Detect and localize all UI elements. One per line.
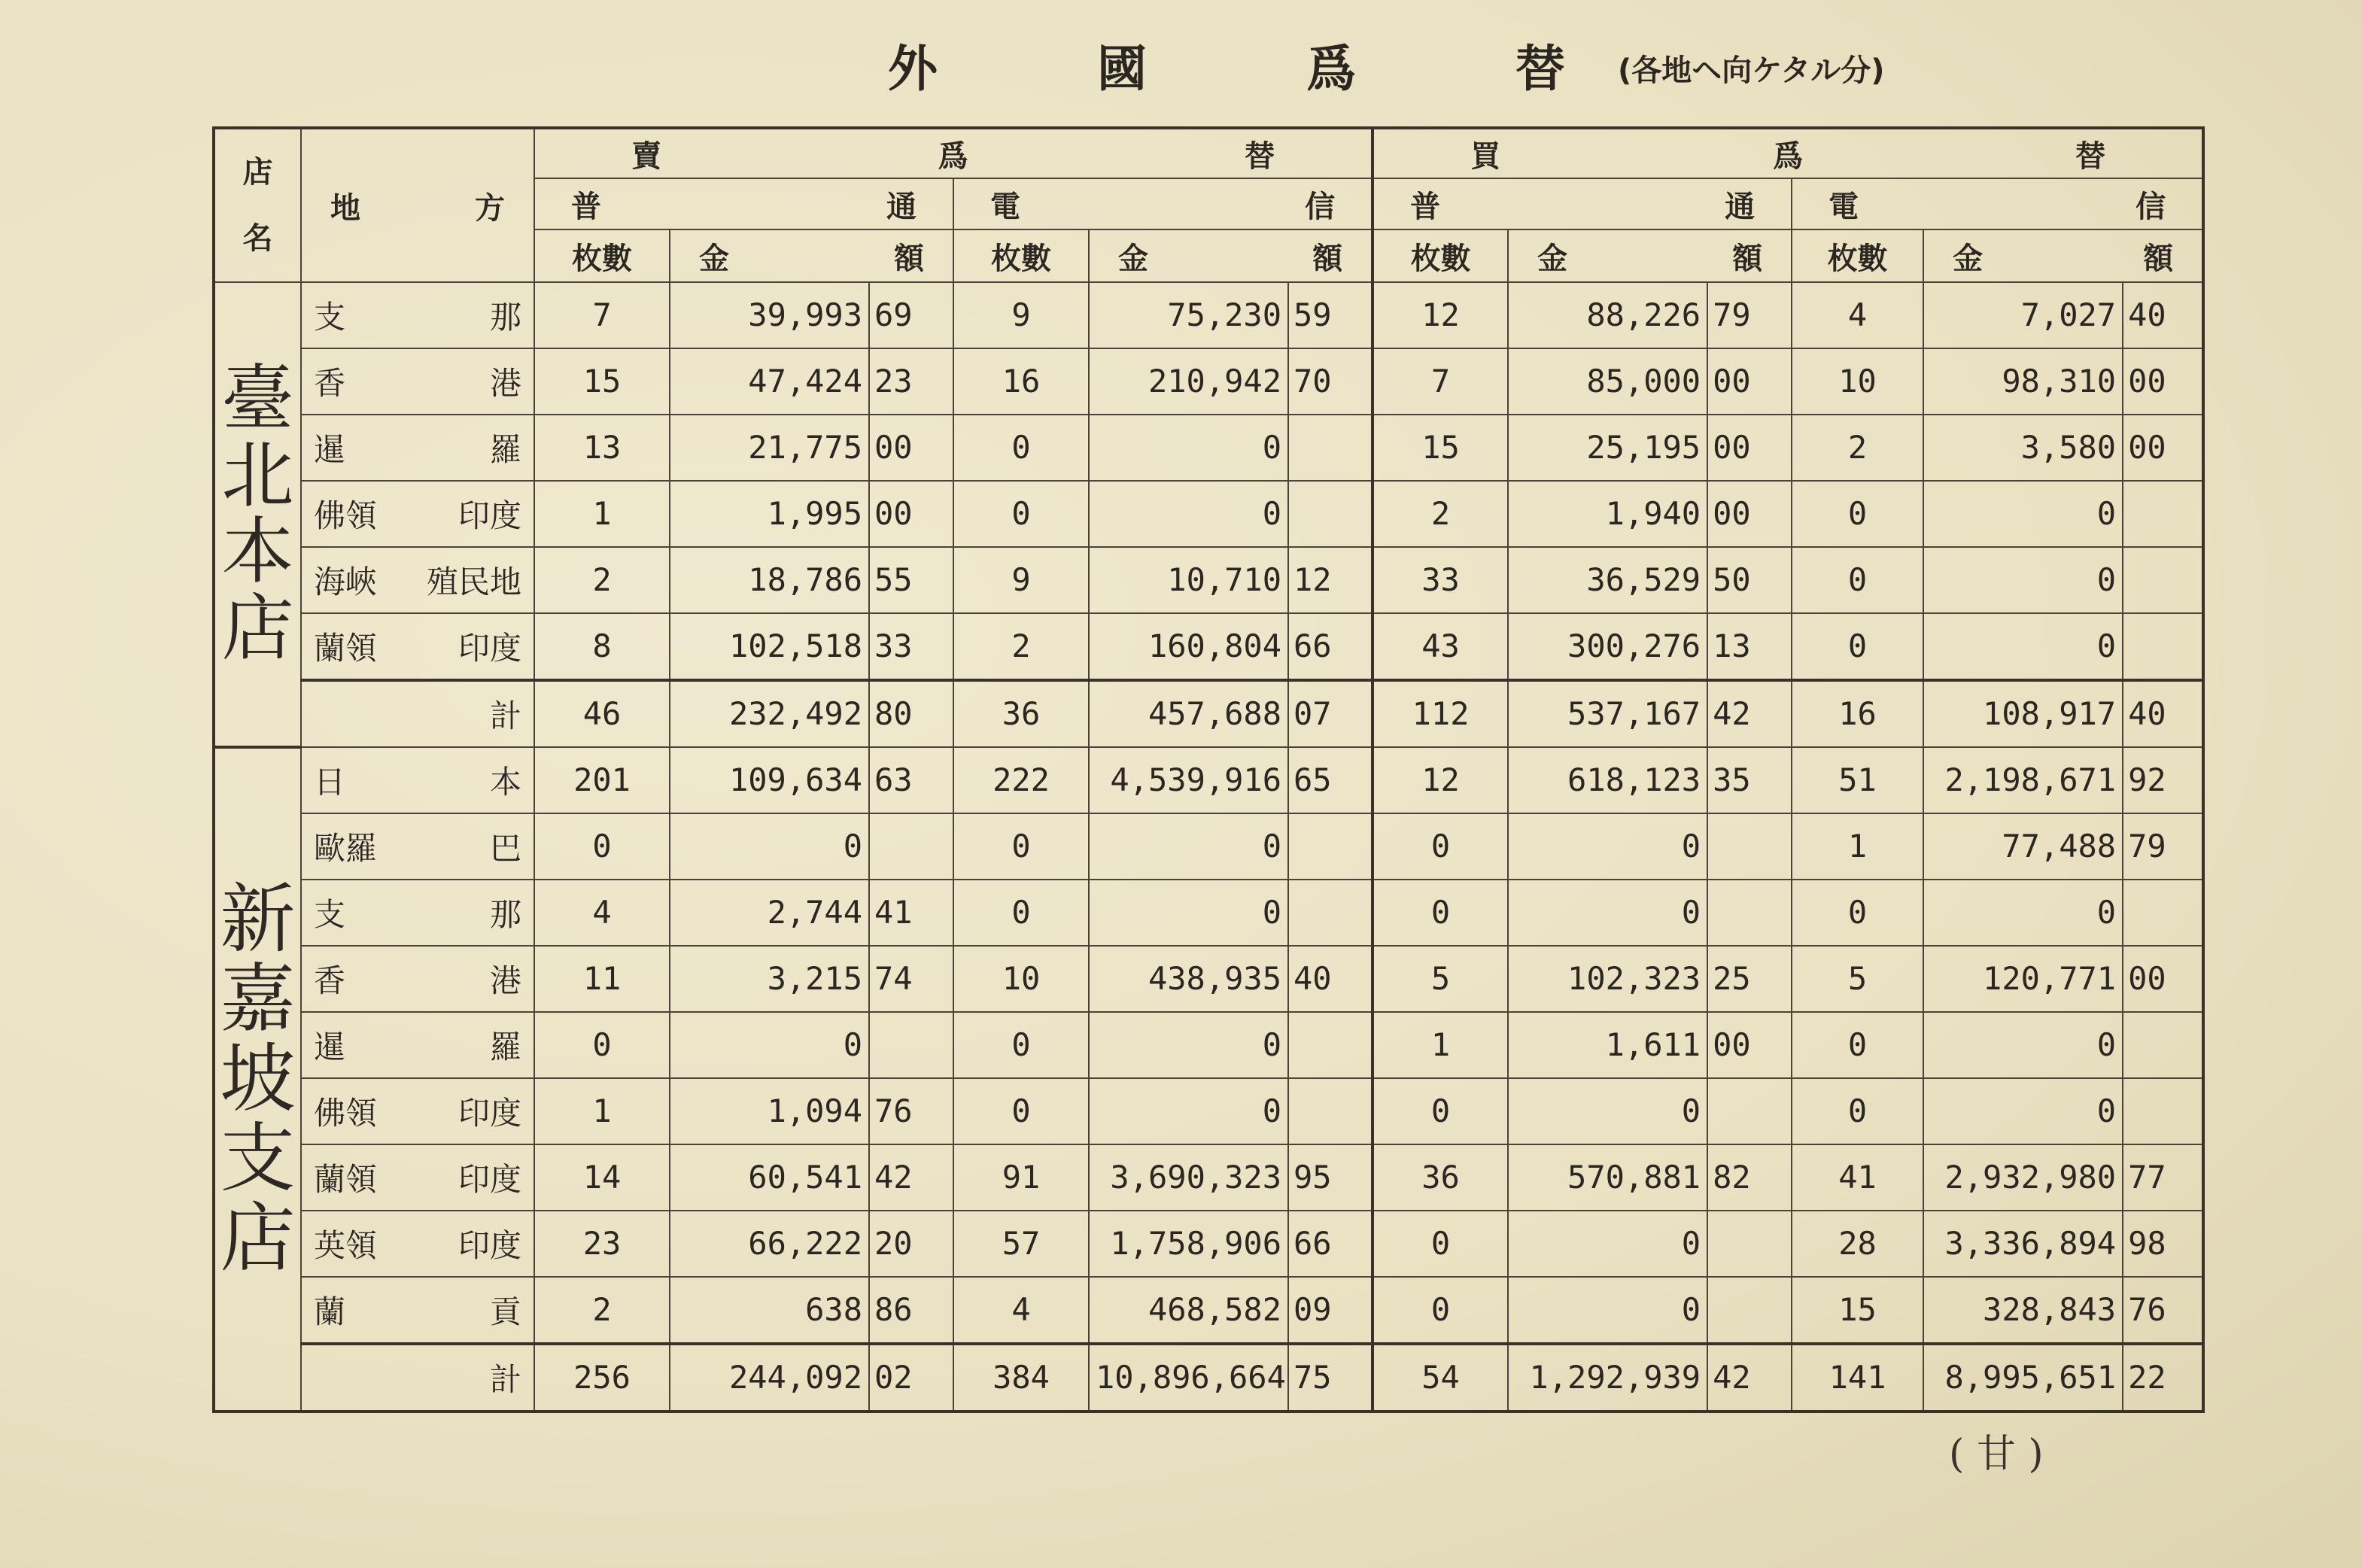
buy-telegraph-sen: 40: [2123, 680, 2203, 747]
sell-telegraph-sen: 66: [1288, 1211, 1373, 1277]
count-header: 枚數: [953, 229, 1089, 282]
table-row: [214, 547, 2203, 613]
sell-telegraph-sen: 66: [1288, 613, 1373, 680]
buy-ordinary-yen: 102,323: [1508, 946, 1707, 1012]
sell-ordinary-sen: 86: [869, 1277, 953, 1344]
sell-ordinary-sen: 69: [869, 282, 953, 348]
buy-ordinary-sen: 35: [1707, 747, 1792, 813]
sell-ordinary-sen: 00: [869, 481, 953, 547]
buy-ordinary-yen: 1,611: [1508, 1012, 1707, 1078]
buy-telegraph-sen: 79: [2123, 813, 2203, 880]
sell-telegraph-count: 222: [953, 747, 1089, 813]
buy-ordinary-sen: [1707, 1211, 1792, 1277]
buy-ordinary-count: 112: [1373, 680, 1508, 747]
buy-ordinary-yen: 0: [1508, 1211, 1707, 1277]
sell-telegraph-count: 91: [953, 1144, 1089, 1211]
sell-ordinary-yen: 2,744: [670, 880, 869, 946]
region-name: 香 港: [301, 946, 534, 1012]
sell-ordinary-yen: 0: [670, 813, 869, 880]
buy-telegraph-count: 41: [1792, 1144, 1923, 1211]
sell-telegraph-count: 16: [953, 348, 1089, 415]
sell-telegraph-yen: 0: [1089, 415, 1288, 481]
sell-telegraph-yen: 438,935: [1089, 946, 1288, 1012]
buy-ordinary-sen: 82: [1707, 1144, 1792, 1211]
buy-telegraph-yen: 108,917: [1923, 680, 2123, 747]
buy-telegraph-count: 141: [1792, 1344, 1923, 1412]
sell-telegraph-yen: 3,690,323: [1089, 1144, 1288, 1211]
sell-telegraph-yen: 4,539,916: [1089, 747, 1288, 813]
table-row: [214, 1078, 2203, 1144]
buy-telegraph-sen: [2123, 880, 2203, 946]
buy-telegraph-yen: 98,310: [1923, 348, 2123, 415]
buy-telegraph-yen: 120,771: [1923, 946, 2123, 1012]
sell-telegraph-sen: [1288, 1012, 1373, 1078]
buy-telegraph-yen: 0: [1923, 613, 2123, 680]
count-header: 枚數: [1373, 229, 1508, 282]
buy-telegraph-count: 0: [1792, 880, 1923, 946]
sell-telegraph-yen: 457,688: [1089, 680, 1288, 747]
table-row: [214, 1144, 2203, 1211]
sell-telegraph-count: 36: [953, 680, 1089, 747]
sell-telegraph-count: 0: [953, 813, 1089, 880]
buy-ordinary-yen: 36,529: [1508, 547, 1707, 613]
exchange-ledger-table: [212, 126, 2205, 1413]
buy-telegraph-count: 10: [1792, 348, 1923, 415]
buy-ordinary-sen: [1707, 813, 1792, 880]
buy-ordinary-count: 5: [1373, 946, 1508, 1012]
sell-telegraph-sen: 07: [1288, 680, 1373, 747]
sell-telegraph-count: 384: [953, 1344, 1089, 1412]
buy-ordinary-count: 0: [1373, 1211, 1508, 1277]
buy-telegraph-yen: 3,336,894: [1923, 1211, 2123, 1277]
buy-telegraph-count: 0: [1792, 1012, 1923, 1078]
buy-ordinary-sen: [1707, 1078, 1792, 1144]
store-name: 臺 北 本 店: [214, 282, 301, 747]
buy-telegraph-count: 1: [1792, 813, 1923, 880]
buy-ordinary-sen: 25: [1707, 946, 1792, 1012]
sell-telegraph-sen: [1288, 1078, 1373, 1144]
sell-telegraph-yen: 1,758,906: [1089, 1211, 1288, 1277]
sell-telegraph-sen: [1288, 813, 1373, 880]
buy-ordinary-count: 0: [1373, 1277, 1508, 1344]
buy-ordinary-sen: [1707, 1277, 1792, 1344]
buy-telegraph-yen: 0: [1923, 481, 2123, 547]
buy-ordinary-count: 7: [1373, 348, 1508, 415]
buy-ordinary-yen: 0: [1508, 1277, 1707, 1344]
buy-telegraph-yen: 8,995,651: [1923, 1344, 2123, 1412]
buy-ordinary-count: 0: [1373, 880, 1508, 946]
buy-telegraph-yen: 0: [1923, 547, 2123, 613]
region-name: 英領 印度: [301, 1211, 534, 1277]
page-subtitle: (各地ヘ向ケタル分): [1618, 53, 1885, 88]
sell-ordinary-sen: 42: [869, 1144, 953, 1211]
region-header: 地 方: [301, 128, 534, 282]
sell-telegraph-yen: 210,942: [1089, 348, 1288, 415]
ledger-body: [214, 282, 2203, 1412]
sell-telegraph-count: 2: [953, 613, 1089, 680]
buy-ordinary-count: 0: [1373, 813, 1508, 880]
region-name: 佛領 印度: [301, 1078, 534, 1144]
sell-telegraph-count: 0: [953, 1012, 1089, 1078]
amount-header: 金 額: [670, 229, 953, 282]
buy-telegraph-sen: 77: [2123, 1144, 2203, 1211]
buy-telegraph-sen: [2123, 613, 2203, 680]
region-name: 支 那: [301, 880, 534, 946]
buy-ordinary-count: 1: [1373, 1012, 1508, 1078]
region-name: 暹 羅: [301, 1012, 534, 1078]
buy-telegraph-yen: 2,932,980: [1923, 1144, 2123, 1211]
buy-ordinary-sen: 00: [1707, 481, 1792, 547]
sell-ordinary-count: 2: [534, 1277, 670, 1344]
sell-telegraph-sen: 09: [1288, 1277, 1373, 1344]
buy-ordinary-sen: [1707, 880, 1792, 946]
sell-ordinary-yen: 102,518: [670, 613, 869, 680]
buy-telegraph-sen: 92: [2123, 747, 2203, 813]
sell-ordinary-sen: [869, 813, 953, 880]
buy-ordinary-yen: 85,000: [1508, 348, 1707, 415]
sell-telegraph-yen: 160,804: [1089, 613, 1288, 680]
sell-telegraph-sen: 95: [1288, 1144, 1373, 1211]
page-title: [888, 30, 1565, 98]
sell-ordinary-yen: 109,634: [670, 747, 869, 813]
table-row: [214, 747, 2203, 813]
sell-telegraph-sen: 75: [1288, 1344, 1373, 1412]
sell-telegraph-sen: 59: [1288, 282, 1373, 348]
buy-telegraph-yen: 0: [1923, 880, 2123, 946]
buy-ordinary-count: 2: [1373, 481, 1508, 547]
sell-ordinary-count: 0: [534, 1012, 670, 1078]
table-row: [214, 1277, 2203, 1344]
region-name: 日 本: [301, 747, 534, 813]
region-name: 香 港: [301, 348, 534, 415]
title-char: 國: [1097, 38, 1147, 98]
sell-telegraph-sen: 12: [1288, 547, 1373, 613]
count-header: 枚數: [1792, 229, 1923, 282]
sell-ordinary-count: 201: [534, 747, 670, 813]
sell-telegraph-count: 9: [953, 282, 1089, 348]
buy-ordinary-yen: 1,940: [1508, 481, 1707, 547]
sell-telegraph-yen: 0: [1089, 481, 1288, 547]
amount-header: 金 額: [1923, 229, 2203, 282]
buy-ordinary-yen: 537,167: [1508, 680, 1707, 747]
title-char: 替: [1515, 38, 1565, 98]
table-row: [214, 946, 2203, 1012]
store-header: 店 名: [214, 128, 301, 282]
sell-telegraph-sen: [1288, 880, 1373, 946]
count-header: 枚數: [534, 229, 670, 282]
sell-telegraph-yen: 75,230: [1089, 282, 1288, 348]
sell-telegraph-yen: 0: [1089, 1078, 1288, 1144]
buy-ordinary-sen: 00: [1707, 415, 1792, 481]
sell-ordinary-yen: 18,786: [670, 547, 869, 613]
sell-telegraph-count: 0: [953, 481, 1089, 547]
buy-telegraph-sen: [2123, 547, 2203, 613]
buy-ordinary-sen: 79: [1707, 282, 1792, 348]
amount-header: 金 額: [1508, 229, 1792, 282]
sell-telegraph-yen: 10,710: [1089, 547, 1288, 613]
title-char: 外: [888, 38, 938, 98]
sell-ordinary-count: 8: [534, 613, 670, 680]
region-name: 佛領 印度: [301, 481, 534, 547]
sell-telegraph-yen: 0: [1089, 1012, 1288, 1078]
sell-ordinary-sen: 02: [869, 1344, 953, 1412]
table-row: [214, 1211, 2203, 1277]
buy-telegraph-yen: 0: [1923, 1012, 2123, 1078]
buy-telegraph-sen: [2123, 481, 2203, 547]
buy-telegraph-yen: 77,488: [1923, 813, 2123, 880]
sell-telegraph-count: 9: [953, 547, 1089, 613]
table-row: [214, 348, 2203, 415]
table-row: [214, 880, 2203, 946]
buy-telegraph-count: 15: [1792, 1277, 1923, 1344]
sell-ordinary-count: 1: [534, 481, 670, 547]
buy-ordinary-sen: 42: [1707, 1344, 1792, 1412]
buy-telegraph-count: 0: [1792, 1078, 1923, 1144]
sell-ordinary-yen: 244,092: [670, 1344, 869, 1412]
table-row: [214, 282, 2203, 348]
buy-exchange-header: 買 爲 替: [1373, 128, 2203, 178]
buy-ordinary-header: 普 通: [1373, 178, 1792, 229]
sell-ordinary-sen: 23: [869, 348, 953, 415]
sell-ordinary-sen: 74: [869, 946, 953, 1012]
sell-ordinary-count: 14: [534, 1144, 670, 1211]
buy-telegraph-sen: 40: [2123, 282, 2203, 348]
sell-ordinary-sen: 33: [869, 613, 953, 680]
sell-ordinary-yen: 39,993: [670, 282, 869, 348]
sell-telegraph-sen: 65: [1288, 747, 1373, 813]
table-row: [214, 1012, 2203, 1078]
sell-ordinary-yen: 638: [670, 1277, 869, 1344]
buy-telegraph-yen: 3,580: [1923, 415, 2123, 481]
buy-telegraph-yen: 7,027: [1923, 282, 2123, 348]
buy-telegraph-count: 5: [1792, 946, 1923, 1012]
sell-telegraph-count: 0: [953, 1078, 1089, 1144]
buy-ordinary-sen: 00: [1707, 1012, 1792, 1078]
total-label: 計: [301, 680, 534, 747]
sell-ordinary-count: 46: [534, 680, 670, 747]
sell-ordinary-header: 普 通: [534, 178, 953, 229]
page-number: ( 甘 ): [1949, 1432, 2044, 1477]
sell-ordinary-yen: 1,995: [670, 481, 869, 547]
buy-ordinary-yen: 0: [1508, 813, 1707, 880]
sell-ordinary-count: 23: [534, 1211, 670, 1277]
buy-ordinary-count: 0: [1373, 1078, 1508, 1144]
sell-ordinary-yen: 232,492: [670, 680, 869, 747]
sell-telegraph-yen: 468,582: [1089, 1277, 1288, 1344]
buy-telegraph-yen: 328,843: [1923, 1277, 2123, 1344]
sell-ordinary-count: 2: [534, 547, 670, 613]
sell-telegraph-header: 電 信: [953, 178, 1373, 229]
sell-telegraph-count: 10: [953, 946, 1089, 1012]
sell-ordinary-count: 4: [534, 880, 670, 946]
buy-ordinary-count: 36: [1373, 1144, 1508, 1211]
buy-ordinary-count: 12: [1373, 282, 1508, 348]
sell-ordinary-yen: 66,222: [670, 1211, 869, 1277]
sell-ordinary-count: 256: [534, 1344, 670, 1412]
buy-telegraph-count: 0: [1792, 481, 1923, 547]
sell-telegraph-count: 0: [953, 415, 1089, 481]
buy-ordinary-count: 54: [1373, 1344, 1508, 1412]
region-name: 暹 羅: [301, 415, 534, 481]
sell-ordinary-count: 7: [534, 282, 670, 348]
buy-ordinary-count: 12: [1373, 747, 1508, 813]
sell-telegraph-sen: [1288, 415, 1373, 481]
sell-telegraph-yen: 0: [1089, 813, 1288, 880]
region-name: 海峽 殖民地: [301, 547, 534, 613]
table-row: [214, 481, 2203, 547]
sell-ordinary-sen: 00: [869, 415, 953, 481]
buy-ordinary-sen: 42: [1707, 680, 1792, 747]
sell-telegraph-yen: 0: [1089, 880, 1288, 946]
region-name: 蘭領 印度: [301, 1144, 534, 1211]
buy-telegraph-count: 51: [1792, 747, 1923, 813]
sell-ordinary-count: 11: [534, 946, 670, 1012]
buy-telegraph-count: 16: [1792, 680, 1923, 747]
total-label: 計: [301, 1344, 534, 1412]
sell-ordinary-count: 15: [534, 348, 670, 415]
sell-telegraph-sen: 70: [1288, 348, 1373, 415]
buy-ordinary-count: 33: [1373, 547, 1508, 613]
buy-ordinary-yen: 618,123: [1508, 747, 1707, 813]
buy-telegraph-count: 0: [1792, 547, 1923, 613]
buy-ordinary-yen: 88,226: [1508, 282, 1707, 348]
sell-ordinary-yen: 47,424: [670, 348, 869, 415]
amount-header: 金 額: [1089, 229, 1373, 282]
sell-ordinary-count: 0: [534, 813, 670, 880]
buy-ordinary-sen: 13: [1707, 613, 1792, 680]
buy-ordinary-count: 43: [1373, 613, 1508, 680]
buy-ordinary-yen: 0: [1508, 1078, 1707, 1144]
sell-ordinary-count: 13: [534, 415, 670, 481]
table-row: [214, 613, 2203, 680]
buy-ordinary-sen: 00: [1707, 348, 1792, 415]
buy-ordinary-yen: 1,292,939: [1508, 1344, 1707, 1412]
buy-telegraph-count: 28: [1792, 1211, 1923, 1277]
sell-ordinary-sen: 41: [869, 880, 953, 946]
buy-ordinary-yen: 25,195: [1508, 415, 1707, 481]
buy-ordinary-yen: 300,276: [1508, 613, 1707, 680]
sell-telegraph-sen: 40: [1288, 946, 1373, 1012]
buy-telegraph-sen: 76: [2123, 1277, 2203, 1344]
total-row: [214, 1344, 2203, 1412]
buy-telegraph-sen: 00: [2123, 348, 2203, 415]
buy-ordinary-yen: 0: [1508, 880, 1707, 946]
region-name: 支 那: [301, 282, 534, 348]
sell-ordinary-sen: 80: [869, 680, 953, 747]
buy-telegraph-count: 0: [1792, 613, 1923, 680]
sell-ordinary-yen: 1,094: [670, 1078, 869, 1144]
sell-ordinary-yen: 0: [670, 1012, 869, 1078]
sell-ordinary-yen: 21,775: [670, 415, 869, 481]
buy-telegraph-sen: [2123, 1012, 2203, 1078]
buy-telegraph-sen: 00: [2123, 946, 2203, 1012]
table-row: [214, 415, 2203, 481]
sell-ordinary-sen: 55: [869, 547, 953, 613]
title-char: 爲: [1306, 38, 1356, 98]
sell-telegraph-sen: [1288, 481, 1373, 547]
buy-telegraph-sen: 00: [2123, 415, 2203, 481]
sell-telegraph-count: 57: [953, 1211, 1089, 1277]
table-row: [214, 813, 2203, 880]
buy-telegraph-yen: 0: [1923, 1078, 2123, 1144]
region-name: 蘭 貢: [301, 1277, 534, 1344]
buy-ordinary-sen: 50: [1707, 547, 1792, 613]
store-name: 新 嘉 坡 支 店: [214, 747, 301, 1412]
buy-telegraph-sen: 98: [2123, 1211, 2203, 1277]
sell-ordinary-sen: 20: [869, 1211, 953, 1277]
sell-telegraph-yen: 10,896,664: [1089, 1344, 1288, 1412]
region-name: 蘭領 印度: [301, 613, 534, 680]
sell-ordinary-yen: 3,215: [670, 946, 869, 1012]
buy-ordinary-count: 15: [1373, 415, 1508, 481]
sell-ordinary-sen: 76: [869, 1078, 953, 1144]
sell-telegraph-count: 0: [953, 880, 1089, 946]
region-name: 歐羅 巴: [301, 813, 534, 880]
sell-ordinary-sen: 63: [869, 747, 953, 813]
buy-telegraph-yen: 2,198,671: [1923, 747, 2123, 813]
sell-ordinary-count: 1: [534, 1078, 670, 1144]
buy-ordinary-yen: 570,881: [1508, 1144, 1707, 1211]
total-row: [214, 680, 2203, 747]
sell-telegraph-count: 4: [953, 1277, 1089, 1344]
sell-ordinary-yen: 60,541: [670, 1144, 869, 1211]
buy-telegraph-count: 4: [1792, 282, 1923, 348]
sell-exchange-header: 賣 爲 替: [534, 128, 1373, 178]
sell-ordinary-sen: [869, 1012, 953, 1078]
buy-telegraph-count: 2: [1792, 415, 1923, 481]
buy-telegraph-sen: 22: [2123, 1344, 2203, 1412]
buy-telegraph-header: 電 信: [1792, 178, 2203, 229]
buy-telegraph-sen: [2123, 1078, 2203, 1144]
